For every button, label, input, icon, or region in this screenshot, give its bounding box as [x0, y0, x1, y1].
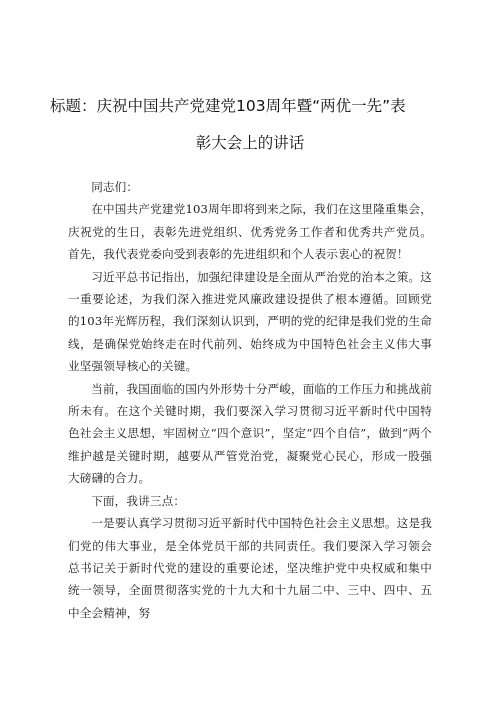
document-title-line-1: 标题：庆祝中国共产党建党103周年暨“两优一先”表 [50, 97, 406, 115]
paragraph: 一是要认真学习贯彻习近平新时代中国特色社会主义思想。这是我们党的伟大事业，是全体党员干部的共同责任。我们要深入学习领会总书记关于新时代党的建设的重要论述，坚决维护党中央权威和集中统一领导，全面贯彻落实党的十九大和十九届二中、三中、四中、五中全会精神，努 [68, 516, 432, 620]
paragraph: 当前，我国面临的国内外形势十分严峻，面临的工作压力和挑战前所未有。在这个关键时期，我们要深入学习贯彻习近平新时代中国特色社会主义思想，牢固树立“四个意识”，坚定“四个自信”，做到“两个维护越是关键时期，越要从严管党治党，凝聚党心民心，形成一股强大磅礴的合力。 [68, 381, 432, 486]
document-title-line-2: 彰大会上的讲话 [195, 134, 305, 152]
paragraph: 下面，我讲三点： [91, 493, 186, 508]
salutation: 同志们： [91, 180, 139, 194]
document-body [68, 176, 432, 624]
paragraph: 在中国共产党建党103周年即将到来之际，我们在这里隆重集会，庆祝党的生日，表彰先进党组织、优秀党务工作者和优秀共产党员。首先，我代表党委向受到表彰的先进组织和个人表示衷心的祝贺！ [68, 202, 432, 262]
paragraph: 习近平总书记指出，加强纪律建设是全面从严治党的治本之策。这一重要论述，为我们深入推进党风廉政建设提供了根本遵循。回顾党的103年光辉历程，我们深刻认识到，严明的党的纪律是我们党的生命线，是确保党始终走在时代前列、始终成为中国特色社会主义伟大事业坚强领导核心的关键。 [68, 269, 432, 374]
